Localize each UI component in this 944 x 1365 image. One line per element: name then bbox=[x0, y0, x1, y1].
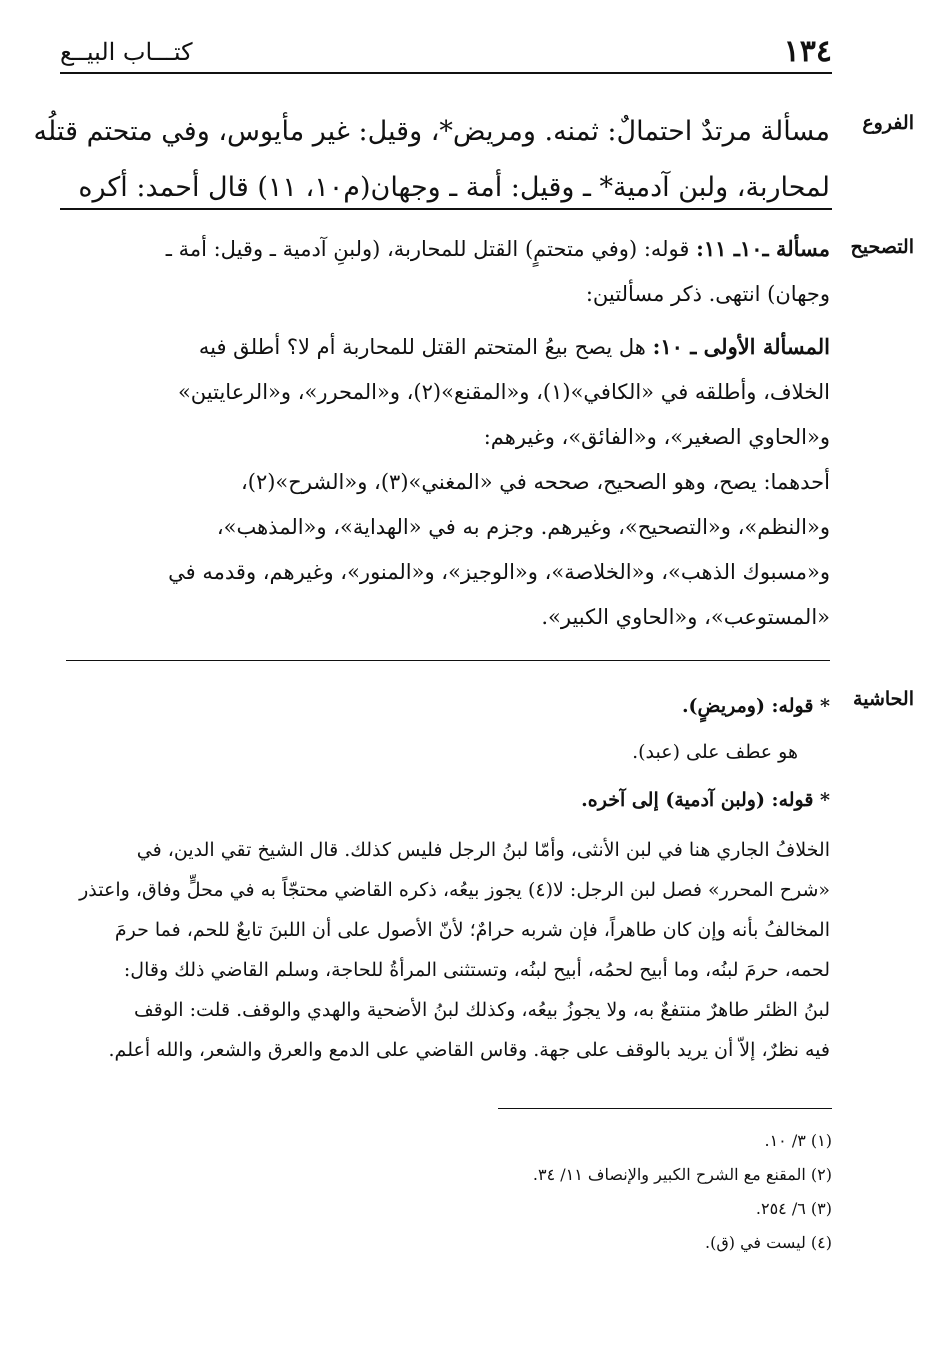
tashih-line bbox=[60, 324, 830, 370]
page-header bbox=[60, 30, 832, 74]
header-rule bbox=[60, 72, 832, 74]
issue-heading: مسألة ـ١٠ـ ١١: bbox=[696, 236, 830, 261]
hashiya-line: الخلافُ الجاري هنا في لبن الأنثى، وأمّا لبنُ الرجل فليس كذلك. قال الشيخ تقي الدين، في bbox=[136, 839, 830, 861]
hashiya-line: لبنُ الظئر طاهرٌ منتفعٌ به، ولا يجوزُ بيعُه، وكذلك لبنُ الأضحية والهدي والوقف. قلت: الوقف bbox=[133, 999, 830, 1021]
tashih-line: و«مسبوك الذهب»، و«الخلاصة»، و«الوجيز»، و«المنور»، وغيرهم، وقدمه في bbox=[168, 560, 830, 584]
furu-line: مسألة مرتدٌ احتمالٌ: ثمنه. ومريض*، وقيل: غير مأيوس، وفي متحتم قتلُه bbox=[33, 116, 830, 147]
tashih-text: قوله: (وفي متحتمٍ) القتل للمحاربة، (ولبنِ آدمية ـ وقيل: أمة ـ bbox=[165, 237, 690, 261]
section-divider bbox=[66, 660, 830, 661]
tashih-text: هل يصح بيعُ المتحتم القتل للمحاربة أم لا؟ أطلق فيه bbox=[198, 335, 646, 359]
furu-label: الفروع bbox=[862, 112, 914, 134]
page-number: ١٣٤ bbox=[783, 34, 832, 69]
tashih-line bbox=[60, 226, 830, 272]
tashih-line: «المستوعب»، و«الحاوي الكبير». bbox=[541, 605, 830, 629]
footnote-divider bbox=[498, 1108, 832, 1109]
footnote: (٤) ليست في (ق). bbox=[705, 1233, 832, 1252]
tashih-line: وجهان) انتهى. ذكر مسألتين: bbox=[585, 282, 830, 306]
tashih-paragraph-2 bbox=[60, 324, 830, 460]
hashiya-line: لحمه، حرمَ لبنُه، وما أبيح لحمُه، أبيح لبنُه، وتستثنى المرأةُ للحاجة، وسلم القاضي ذلك وقال: bbox=[123, 959, 830, 981]
section-divider bbox=[60, 208, 832, 210]
tashih-line: و«الحاوي الصغير»، و«الفائق»، وغيرهم: bbox=[483, 425, 830, 449]
furu-text bbox=[30, 104, 830, 216]
hashiya-line: «شرح المحرر» فصل لبن الرجل: لا(٤) يجوز بيعُه، ذكره القاضي محتجّاً به في محلٍّ وفاق، واعتذر bbox=[79, 879, 830, 901]
tashih-paragraph-3 bbox=[60, 460, 830, 640]
hashiya-label: الحاشية bbox=[853, 688, 914, 710]
footnote: (٣) ٦/ ٢٥٤. bbox=[755, 1199, 832, 1218]
tashih-line: و«النظم»، و«التصحيح»، وغيرهم. وجزم به في «الهداية»، و«المذهب»، bbox=[216, 515, 830, 539]
tashih-line: أحدهما: يصح، وهو الصحيح، صححه في «المغني»(٣)، و«الشرح»(٢)، bbox=[240, 470, 830, 494]
furu-line: لمحاربة، ولبن آدمية* ـ وقيل: أمة ـ وجهان(م١٠، ١١) قال أحمد: أكره bbox=[78, 172, 830, 203]
hashiya-line: المخالفُ بأنه وإن كان طاهراً، فإن شربه حرامٌ؛ لأنّ الأصول على أن اللبنَ تابعٌ للحم، فما حرمَ bbox=[114, 919, 830, 941]
hashiya-answer-1: هو عطف على (عبد). bbox=[632, 741, 798, 763]
footnotes bbox=[132, 1124, 832, 1260]
hashiya-body bbox=[60, 830, 830, 1070]
tashih-paragraph-1 bbox=[60, 226, 830, 317]
footnote: (٢) المقنع مع الشرح الكبير والإنصاف ١١/ ٣٤. bbox=[532, 1165, 832, 1184]
hashiya-quote-1: * قوله: (ومريضٍ). bbox=[681, 695, 830, 717]
tashih-label: التصحيح bbox=[850, 236, 914, 258]
running-title: كتـــاب البيــع bbox=[60, 38, 193, 66]
footnote: (١) ٣/ ١٠. bbox=[764, 1131, 832, 1150]
hashiya-quote-2: * قوله: (ولبن آدمية) إلى آخره. bbox=[581, 789, 830, 811]
hashiya-line: فيه نظرٌ، إلاّ أن يريد بالوقف على جهة. وقاس القاضي على الدمع والعرق والشعر، والله أعلم. bbox=[108, 1039, 830, 1061]
issue-heading: المسألة الأولى ـ ١٠: bbox=[652, 334, 830, 359]
tashih-line: الخلاف، وأطلقه في «الكافي»(١)، و«المقنع»(٢)، و«المحرر»، و«الرعايتين» bbox=[177, 380, 830, 404]
